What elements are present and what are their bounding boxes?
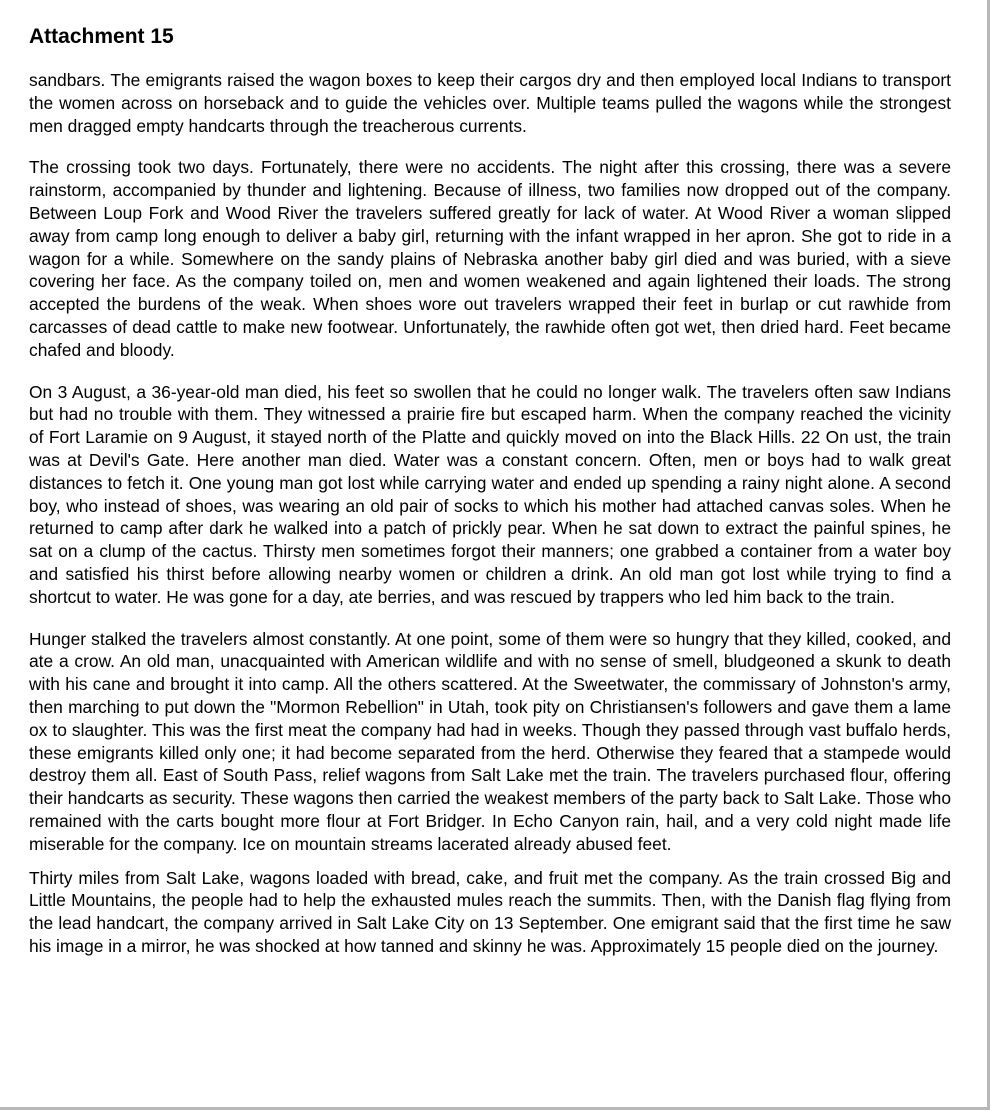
document-body: [29, 22, 951, 977]
paragraph-3: On 3 August, a 36-year-old man died, his feet so swollen that he could no longer walk. The travelers often saw Indians but had no trouble with them. They witnessed a prairie fire but escaped harm. When the company reached the vicinity of Fort Laramie on 9 August, it stayed north of the Platte and quickly moved on into the Black Hills. 22 On ust, the train was at Devil's Gate. Here another man died. Water was a constant concern. Often, men or boys had to walk great distances to fetch it. One young man got lost while carrying water and ended up spending a rainy night alone. A second boy, who instead of shoes, was wearing an old pair of socks to which his mother had attached canvas soles. When he returned to camp after dark he walked into a patch of prickly pear. When he sat down to extract the painful spines, he sat on a clump of the cactus. Thirsty men sometimes forgot their manners; one grabbed a container from a water boy and satisfied his thirst before allowing nearby women or children a drink. An old man got lost while trying to find a shortcut to water. He was gone for a day, ate berries, and was rescued by trappers who led him back to the train.: [29, 381, 951, 607]
paragraph-2: The crossing took two days. Fortunately, there were no accidents. The night after this crossing, there was a severe rainstorm, accompanied by thunder and lightening. Because of illness, two families now dropped out of the company. Between Loup Fork and Wood River the travelers suffered greatly for lack of water. At Wood River a woman slipped away from camp long enough to deliver a baby girl, returning with the infant wrapped in her apron. She got to ride in a wagon for a while. Somewhere on the sandy plains of Nebraska another baby girl died and was buried, with a sieve covering her face. As the company toiled on, men and women weakened and again lightened their loads. The strong accepted the burdens of the weak. When shoes wore out travelers wrapped their feet in burlap or cut rawhide from carcasses of dead cattle to make new footwear. Unfortunately, the rawhide often got wet, then dried hard. Feet became chafed and bloody.: [29, 157, 951, 360]
paragraph-1: sandbars. The emigrants raised the wagon boxes to keep their cargos dry and then employed local Indians to transport the women across on horseback and to guide the vehicles over. Multiple teams pulled the wagons while the strongest men dragged empty handcarts through the treacherous currents.: [29, 70, 951, 136]
paragraph-5: Thirty miles from Salt Lake, wagons loaded with bread, cake, and fruit met the company. As the train crossed Big and Little Mountains, the people had to help the exhausted mules reach the summits. Then, with the Danish flag flying from the lead handcart, the company arrived in Salt Lake City on 13 September. One emigrant said that the first time he saw his image in a mirror, he was shocked at how tanned and skinny he was. Approximately 15 people died on the journey.: [29, 867, 951, 956]
page-title: Attachment 15: [29, 25, 174, 48]
paragraph-4: Hunger stalked the travelers almost constantly. At one point, some of them were so hungry that they killed, cooked, and ate a crow. An old man, unacquainted with American wildlife and with no sense of smell, bludgeoned a skunk to death with his cane and brought it into camp. All the others scattered. At the Sweetwater, the commissary of Johnston's army, then marching to put down the "Mormon Rebellion" in Utah, took pity on Christiansen's followers and gave them a lame ox to slaughter. This was the first meat the company had had in weeks. Though they passed through vast buffalo herds, these emigrants killed only one; it had become separated from the herd. Otherwise they feared that a stampede would destroy them all. East of South Pass, relief wagons from Salt Lake met the train. The travelers purchased flour, offering their handcarts as security. These wagons then carried the weakest members of the party back to Salt Lake. Those who remained with the carts bought more flour at Fort Bridger. In Echo Canyon rain, hail, and a very cold night made life miserable for the company. Ice on mountain streams lacerated already abused feet.: [29, 628, 951, 854]
